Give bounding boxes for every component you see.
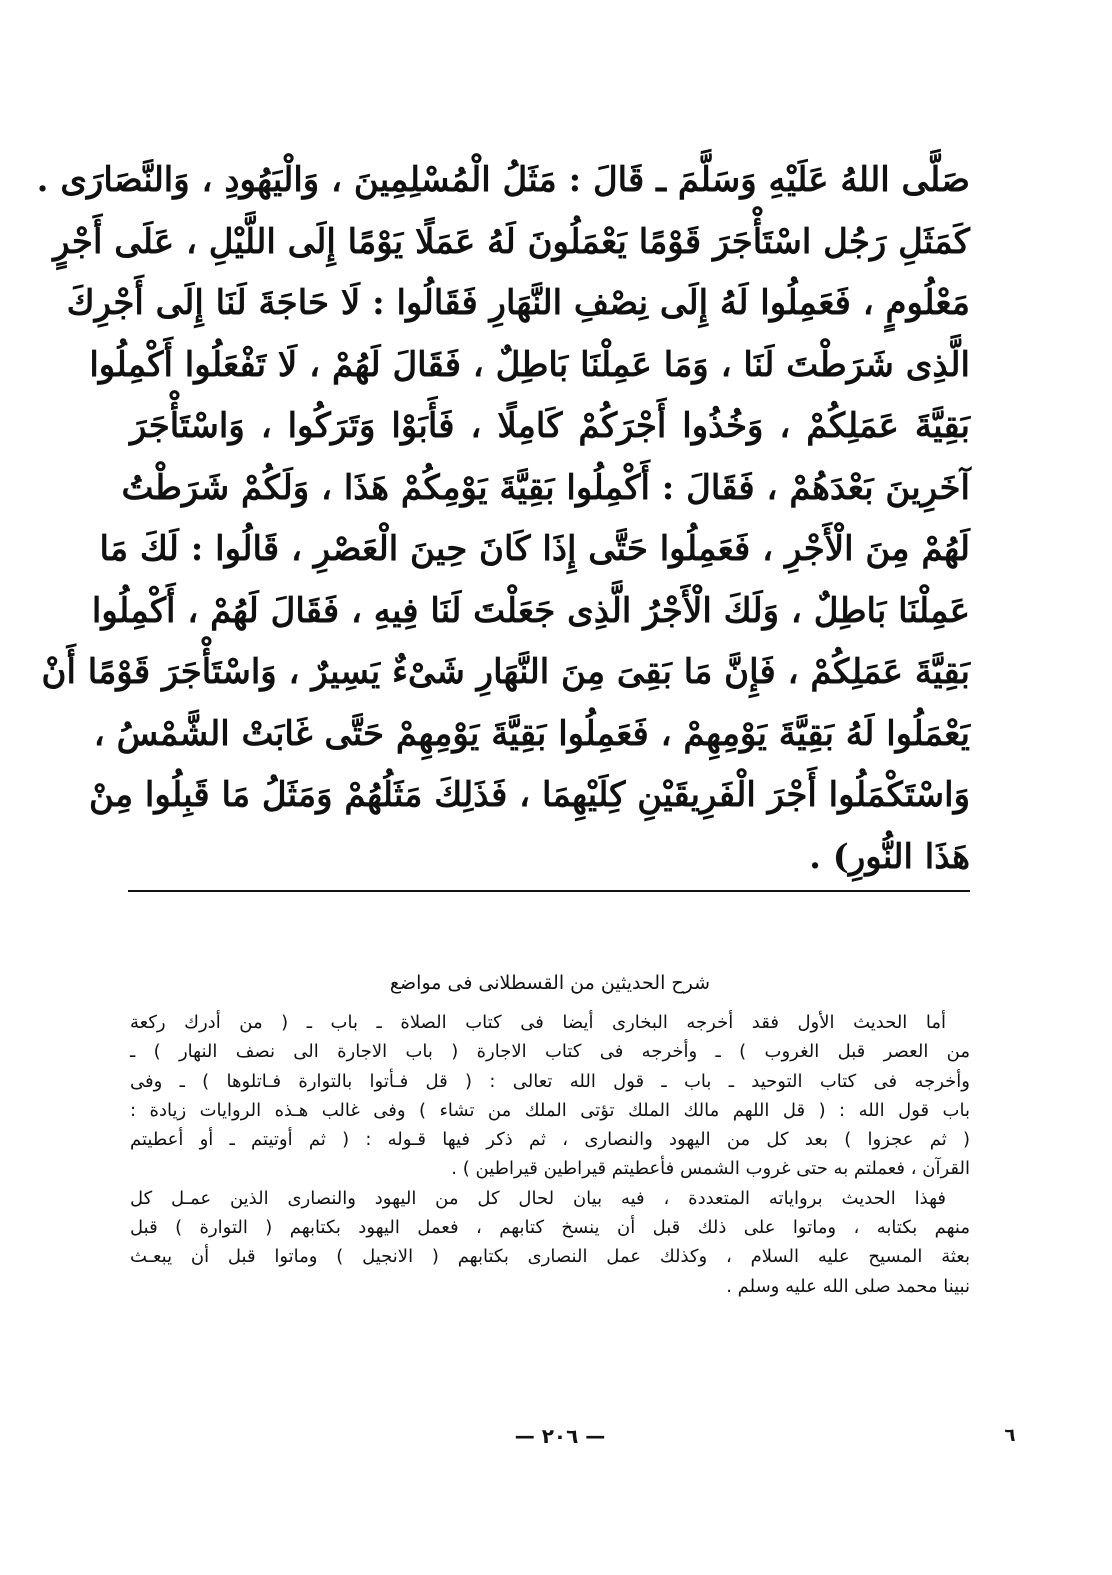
hadith-text: [36, 150, 970, 888]
hadith-line: عَمِلْنَا بَاطِلٌ ، وَلَكَ الْأَجْرُ الَّذِى جَعَلْتَ لَنَا فِيهِ ، فَقَالَ لَهُمْ ، أَكْمِلُوا: [91, 590, 970, 631]
commentary-line: وأخرجه فى كتاب التوحيد ـ باب ـ قول الله تعالى : ( قل فـأتوا بالتوارة فـاتلوها ) ـ وفى: [130, 1070, 970, 1092]
commentary-line: فهذا الحديث برواياته المتعددة ، فيه بيان لحال كل من اليهود والنصارى الذين عمـل كل: [130, 1187, 946, 1209]
commentary-line: أما الحديث الأول فقد أخرجه البخارى أيضا فى كتاب الصلاة ـ باب ـ ( من أدرك ركعة: [130, 1012, 946, 1033]
commentary-text: [130, 1008, 970, 1301]
commentary-line: نبينا محمد صلى الله عليه وسلم .: [726, 1275, 970, 1297]
commentary-line: القرآن ، فعملتم به حتى غروب الشمس فأعطيتم قيراطين قيراطين ) .: [451, 1158, 970, 1180]
hadith-line: لَهُمْ مِنَ الْأَجْرِ ، فَعَمِلُوا حَتَّى إِذَا كَانَ حِينَ الْعَصْرِ ، قَالُوا : لَكَ مَا: [99, 529, 970, 569]
hadith-line: آخَرِينَ بَعْدَهُمْ ، فَقَالَ : أَكْمِلُوا بَقِيَّةَ يَوْمِكُمْ هَذَا ، وَلَكُمْ شَرَطْتُ: [121, 467, 970, 508]
commentary-line: باب قول الله : ( قل اللهم مالك الملك تؤتى الملك من تشاء ) وفى غالب هـذه الروايات زيادة :: [130, 1099, 970, 1121]
hadith-line: وَاسْتَكْمَلُوا أَجْرَ الْفَرِيقَيْنِ كِلَيْهِمَا ، فَذَلِكَ مَثَلُهُمْ وَمَثَلُ مَا قَبِلُوا مِنْ: [88, 775, 970, 815]
commentary-line: ( ثم عجزوا ) بعد كل من اليهود والنصارى ، ثم ذكر فيها قـوله : ( ثم أوتيتم ـ أو أعطيتم: [130, 1129, 970, 1151]
hadith-line: هَذَا النُّورِ) .: [809, 836, 970, 877]
hadith-line: بَقِيَّةَ عَمَلِكُمْ ، وَخُذُوا أَجْرَكُمْ كَامِلًا ، فَأَبَوْا وَتَرَكُوا ، وَاسْتَأْجَرَ: [130, 406, 970, 446]
page-number: — ٢٠٦ —: [514, 1424, 606, 1448]
commentary-line: من العصر قبل الغروب ) ـ وأخرجه فى كتاب الاجارة ( باب الاجارة الى نصف النهار ) ـ: [130, 1041, 970, 1063]
commentary-title: شرح الحديثين من القسطلانى فى مواضع: [389, 972, 711, 994]
hadith-line: يَعْمَلُوا لَهُ بَقِيَّةَ يَوْمِهِمْ ، فَعَمِلُوا بَقِيَّةَ يَوْمِهِمْ حَتَّى غَابَتْ الشَّمْسُ ،: [93, 713, 970, 754]
hadith-line: صَلَّى اللهُ عَلَيْهِ وَسَلَّمَ ـ قَالَ : مَثَلُ الْمُسْلِمِينَ ، وَالْيَهُودِ ، وَالنَّصَارَى .: [36, 160, 970, 200]
hadith-line: مَعْلُومٍ ، فَعَمِلُوا لَهُ إِلَى نِصْفِ النَّهَارِ فَقَالُوا : لَا حَاجَةَ لَنَا إِلَى أَجْرِكَ: [66, 283, 970, 323]
hadith-line: كَمَثَلِ رَجُل اسْتَأْجَرَ قَوْمًا يَعْمَلُونَ لَهُ عَمَلًا يَوْمًا إِلَى اللَّيْلِ ، عَلَى أَجْرٍ: [53, 221, 970, 262]
commentary-line: منهم بكتابه ، وماتوا على ذلك قبل أن ينسخ كتابهم ، فعمل اليهود بكتابهم ( التوارة ) قبل: [130, 1217, 970, 1239]
hadith-line: الَّذِى شَرَطْتَ لَنَا ، وَمَا عَمِلْنَا بَاطِلٌ ، فَقَالَ لَهُمْ ، لَا تَفْعَلُوا أَكْمِلُوا: [89, 344, 970, 385]
hadith-line: بَقِيَّةَ عَمَلِكُمْ ، فَإِنَّ مَا بَقِىَ مِنَ النَّهَارِ شَىْءٌ يَسِيرٌ ، وَاسْتَأْجَرَ قَوْمًا أَنْ: [41, 652, 970, 692]
commentary-line: بعثة المسيح عليه السلام ، وكذلك عمل النصارى بكتابهم ( الانجيل ) وماتوا قبل أن يبعـث: [130, 1246, 970, 1268]
section-divider: [128, 890, 970, 892]
corner-mark: ٦: [1004, 1425, 1016, 1446]
